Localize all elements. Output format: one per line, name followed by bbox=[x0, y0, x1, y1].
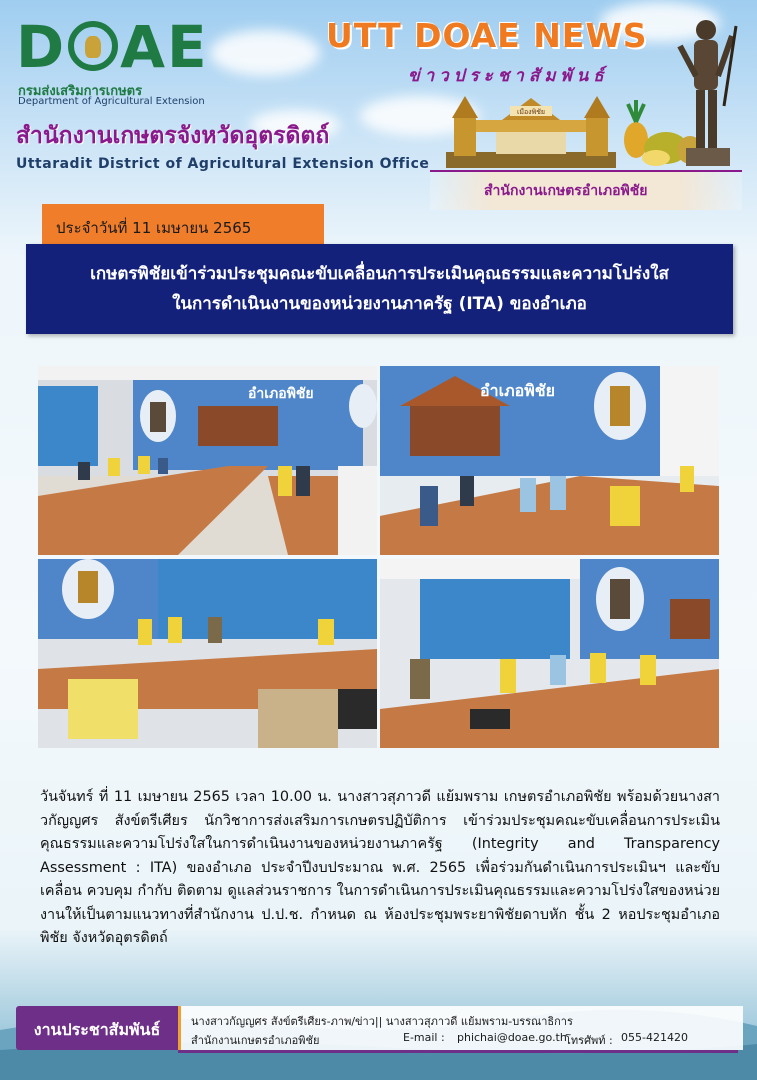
footer-phone: 055-421420 bbox=[621, 1031, 688, 1044]
news-subtitle: ข่าวประชาสัมพันธ์ bbox=[408, 66, 609, 86]
logo-english-name: Department of Agricultural Extension bbox=[18, 96, 205, 107]
logo-wordmark: D AE bbox=[16, 13, 209, 81]
district-office-name: สำนักงานเกษตรอำเภอพิชัย bbox=[484, 183, 648, 199]
meeting-photo bbox=[38, 366, 377, 555]
article-paragraph: วันจันทร์ ที่ 11 เมษายน 2565 เวลา 10.00 น. นางสาวสุภาวดี แย้มพราม เกษตรอำเภอพิชัย พร้อมด้วยนางสาวกัญญศร สังข์ตรีเศียร นักวิชาการส่งเสริมการเกษตรปฏิบัติการ เข้าร่วมประชุมคณะขับเคลื่อนการประเมินคุณธรรมและความโปร่งใสในการดำเนินงานของหน่วยงานภาครัฐ (Integrity and Transparency Assessment : ITA) ของอำเภอ ประจำปีงบประมาณ พ.ศ. 2565 เพื่อร่วมกันดำเนินการประเมินฯ และขับเคลื่อน ควบคุม กำกับ ติดตาม ดูแลส่วนราชการ ในการดำเนินการประเมินคุณธรรมและความโปร่งใสของหน่วยงานให้เป็นตามแนวทางที่สำนักงาน ป.ป.ช. กำหนด ณ ห้องประชุมพระยาพิชัยดาบหัก ชั้น 2 หอประชุมอำเภอพิชัย จังหวัดอุตรดิตถ์ bbox=[40, 789, 720, 946]
svg-text:อำเภอพิชัย: อำเภอพิชัย bbox=[480, 381, 555, 400]
headline-line-1: เกษตรพิชัยเข้าร่วมประชุมคณะขับเคลื่อนการประเมินคุณธรรมและความโปร่งใส bbox=[90, 264, 669, 284]
footer-label-text: งานประชาสัมพันธ์ bbox=[33, 1020, 161, 1039]
footer-divider bbox=[178, 1050, 738, 1053]
meeting-photo bbox=[38, 559, 377, 748]
footer-email-label: E-mail : bbox=[403, 1031, 445, 1044]
article-body bbox=[40, 786, 720, 951]
footer-credits: นางสาวกัญญศร สังข์ตรีเศียร-ภาพ/ข่าว|| นางสาวสุภาวดี แย้มพราม-บรรณาธิการ bbox=[191, 1015, 573, 1028]
footer-label bbox=[16, 1006, 178, 1050]
gate-sign: เมืองพิชัย bbox=[516, 108, 546, 116]
meeting-photo bbox=[380, 366, 719, 555]
cloud-decoration bbox=[210, 30, 320, 76]
meeting-photo bbox=[380, 559, 719, 748]
footer-email-link[interactable]: phichai@doae.go.th bbox=[457, 1031, 567, 1044]
date-tab bbox=[42, 204, 324, 244]
logo-emblem-icon bbox=[68, 21, 118, 71]
city-gate-illustration bbox=[446, 96, 616, 168]
statue-illustration bbox=[672, 16, 742, 168]
doae-logo bbox=[16, 13, 216, 107]
news-title: UTT DOAE NEWS bbox=[326, 16, 648, 55]
photo-grid bbox=[38, 366, 719, 748]
footer-info bbox=[178, 1006, 743, 1050]
logo-thai-name: กรมส่งเสริมการเกษตร bbox=[18, 84, 143, 99]
photo-banner-text: อำเภอพิชัย bbox=[248, 386, 314, 402]
headline-banner bbox=[26, 244, 733, 334]
district-office-bar bbox=[430, 170, 742, 210]
article-date: ประจำวันที่ 11 เมษายน 2565 bbox=[56, 219, 252, 237]
footer-office: สำนักงานเกษตรอำเภอพิชัย bbox=[191, 1034, 320, 1047]
office-name-thai: สำนักงานเกษตรจังหวัดอุตรดิตถ์ bbox=[16, 123, 330, 149]
footer-phone-label: โทรศัพท์ : bbox=[565, 1034, 613, 1047]
office-name-english: Uttaradit District of Agricultural Extension Office bbox=[16, 156, 430, 172]
headline-line-2: ในการดำเนินงานของหน่วยงานภาครัฐ (ITA) ของอำเภอ bbox=[172, 294, 587, 314]
